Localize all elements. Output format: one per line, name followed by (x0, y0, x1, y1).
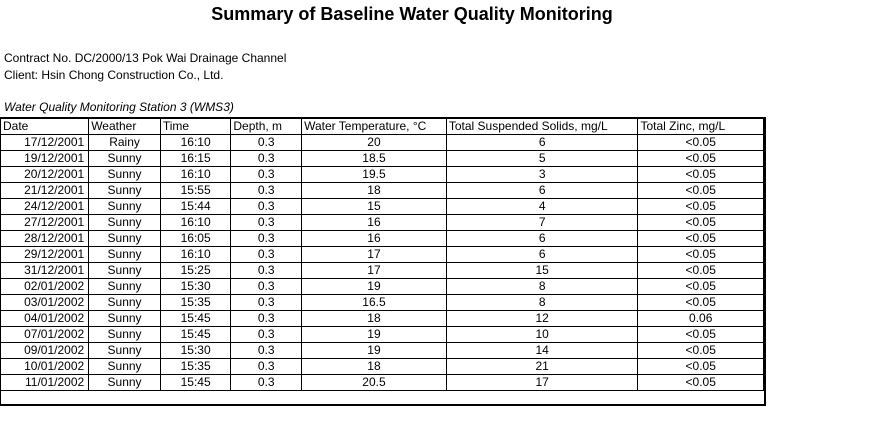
total-suspended-solids-cell: 4 (446, 199, 638, 215)
column-header-water-temperature: Water Temperature, °C (302, 119, 447, 135)
depth-cell: 0.3 (231, 263, 302, 279)
depth-cell: 0.3 (231, 375, 302, 391)
total-zinc-cell: <0.05 (638, 279, 764, 295)
column-header-depth: Depth, m (231, 119, 302, 135)
contract-info: Contract No. DC/2000/13 Pok Wai Drainage Channel (4, 51, 287, 65)
table-row (1, 359, 764, 375)
total-suspended-solids-cell: 8 (446, 279, 638, 295)
time-cell: 16:10 (160, 135, 230, 151)
table-row (1, 375, 764, 391)
depth-cell: 0.3 (231, 343, 302, 359)
page-title: Summary of Baseline Water Quality Monitoring (211, 4, 613, 24)
depth-cell: 0.3 (231, 359, 302, 375)
table-row (1, 199, 764, 215)
depth-cell: 0.3 (231, 295, 302, 311)
date-cell: 03/01/2002 (1, 295, 89, 311)
time-cell: 15:30 (160, 343, 230, 359)
date-cell: 24/12/2001 (1, 199, 89, 215)
weather-cell: Sunny (89, 279, 161, 295)
weather-cell: Sunny (89, 247, 161, 263)
total-suspended-solids-cell: 3 (446, 167, 638, 183)
time-cell: 15:45 (160, 311, 230, 327)
depth-cell: 0.3 (231, 231, 302, 247)
table-row (1, 279, 764, 295)
weather-cell: Sunny (89, 183, 161, 199)
total-suspended-solids-cell: 6 (446, 247, 638, 263)
total-suspended-solids-cell: 12 (446, 311, 638, 327)
table-row (1, 247, 764, 263)
station-label: Water Quality Monitoring Station 3 (WMS3) (4, 100, 234, 114)
depth-cell: 0.3 (231, 183, 302, 199)
water-temperature-cell: 19 (302, 279, 447, 295)
total-zinc-cell: <0.05 (638, 247, 764, 263)
total-zinc-cell: <0.05 (638, 359, 764, 375)
date-cell: 02/01/2002 (1, 279, 89, 295)
water-temperature-cell: 16.5 (302, 295, 447, 311)
date-cell: 07/01/2002 (1, 327, 89, 343)
table-row (1, 183, 764, 199)
water-temperature-cell: 16 (302, 231, 447, 247)
water-temperature-cell: 18.5 (302, 151, 447, 167)
date-cell: 17/12/2001 (1, 135, 89, 151)
weather-cell: Sunny (89, 375, 161, 391)
date-cell: 09/01/2002 (1, 343, 89, 359)
weather-cell: Sunny (89, 167, 161, 183)
weather-cell: Sunny (89, 231, 161, 247)
total-zinc-cell: <0.05 (638, 183, 764, 199)
time-cell: 15:35 (160, 359, 230, 375)
water-temperature-cell: 15 (302, 199, 447, 215)
water-temperature-cell: 17 (302, 247, 447, 263)
time-cell: 15:25 (160, 263, 230, 279)
water-temperature-cell: 18 (302, 311, 447, 327)
table-row (1, 311, 764, 327)
time-cell: 16:10 (160, 167, 230, 183)
weather-cell: Sunny (89, 199, 161, 215)
total-zinc-cell: <0.05 (638, 215, 764, 231)
weather-cell: Sunny (89, 295, 161, 311)
depth-cell: 0.3 (231, 311, 302, 327)
time-cell: 16:10 (160, 215, 230, 231)
total-zinc-cell: <0.05 (638, 167, 764, 183)
total-suspended-solids-cell: 6 (446, 135, 638, 151)
date-cell: 27/12/2001 (1, 215, 89, 231)
date-cell: 21/12/2001 (1, 183, 89, 199)
date-cell: 04/01/2002 (1, 311, 89, 327)
column-header-total-suspended-solids: Total Suspended Solids, mg/L (446, 119, 638, 135)
time-cell: 15:30 (160, 279, 230, 295)
total-zinc-cell: <0.05 (638, 375, 764, 391)
water-temperature-cell: 20 (302, 135, 447, 151)
total-zinc-cell: <0.05 (638, 135, 764, 151)
water-temperature-cell: 19.5 (302, 167, 447, 183)
date-cell: 19/12/2001 (1, 151, 89, 167)
total-suspended-solids-cell: 10 (446, 327, 638, 343)
table-row (1, 263, 764, 279)
table-row (1, 295, 764, 311)
column-header-total-zinc: Total Zinc, mg/L (638, 119, 764, 135)
weather-cell: Sunny (89, 311, 161, 327)
weather-cell: Sunny (89, 359, 161, 375)
time-cell: 15:55 (160, 183, 230, 199)
time-cell: 16:15 (160, 151, 230, 167)
weather-cell: Sunny (89, 327, 161, 343)
weather-cell: Sunny (89, 263, 161, 279)
data-table-container (0, 117, 766, 406)
depth-cell: 0.3 (231, 327, 302, 343)
total-zinc-cell: <0.05 (638, 263, 764, 279)
date-cell: 28/12/2001 (1, 231, 89, 247)
total-zinc-cell: <0.05 (638, 327, 764, 343)
depth-cell: 0.3 (231, 247, 302, 263)
depth-cell: 0.3 (231, 151, 302, 167)
water-temperature-cell: 18 (302, 359, 447, 375)
time-cell: 16:10 (160, 247, 230, 263)
table-header-row (1, 119, 764, 135)
total-zinc-cell: <0.05 (638, 151, 764, 167)
weather-cell: Sunny (89, 215, 161, 231)
date-cell: 20/12/2001 (1, 167, 89, 183)
total-suspended-solids-cell: 14 (446, 343, 638, 359)
total-zinc-cell: <0.05 (638, 231, 764, 247)
total-suspended-solids-cell: 15 (446, 263, 638, 279)
water-temperature-cell: 19 (302, 343, 447, 359)
total-suspended-solids-cell: 8 (446, 295, 638, 311)
water-temperature-cell: 20.5 (302, 375, 447, 391)
total-zinc-cell: <0.05 (638, 199, 764, 215)
weather-cell: Sunny (89, 343, 161, 359)
water-temperature-cell: 17 (302, 263, 447, 279)
total-suspended-solids-cell: 17 (446, 375, 638, 391)
weather-cell: Rainy (89, 135, 161, 151)
total-suspended-solids-cell: 7 (446, 215, 638, 231)
weather-cell: Sunny (89, 151, 161, 167)
time-cell: 15:45 (160, 327, 230, 343)
date-cell: 11/01/2002 (1, 375, 89, 391)
depth-cell: 0.3 (231, 135, 302, 151)
time-cell: 15:45 (160, 375, 230, 391)
depth-cell: 0.3 (231, 279, 302, 295)
depth-cell: 0.3 (231, 167, 302, 183)
table-row (1, 327, 764, 343)
date-cell: 29/12/2001 (1, 247, 89, 263)
table-row (1, 231, 764, 247)
table-row (1, 167, 764, 183)
total-zinc-cell: <0.05 (638, 343, 764, 359)
table-row (1, 215, 764, 231)
depth-cell: 0.3 (231, 215, 302, 231)
total-suspended-solids-cell: 21 (446, 359, 638, 375)
table-row (1, 135, 764, 151)
table-body (1, 135, 764, 391)
water-temperature-cell: 16 (302, 215, 447, 231)
time-cell: 15:35 (160, 295, 230, 311)
total-suspended-solids-cell: 5 (446, 151, 638, 167)
table-row (1, 343, 764, 359)
total-zinc-cell: 0.06 (638, 311, 764, 327)
total-suspended-solids-cell: 6 (446, 231, 638, 247)
water-temperature-cell: 18 (302, 183, 447, 199)
table-row (1, 151, 764, 167)
column-header-date: Date (1, 119, 89, 135)
column-header-time: Time (160, 119, 230, 135)
water-quality-table (1, 119, 764, 391)
depth-cell: 0.3 (231, 199, 302, 215)
column-header-weather: Weather (89, 119, 161, 135)
client-info: Client: Hsin Chong Construction Co., Ltd. (4, 68, 224, 82)
total-zinc-cell: <0.05 (638, 295, 764, 311)
date-cell: 31/12/2001 (1, 263, 89, 279)
water-temperature-cell: 19 (302, 327, 447, 343)
time-cell: 16:05 (160, 231, 230, 247)
date-cell: 10/01/2002 (1, 359, 89, 375)
total-suspended-solids-cell: 6 (446, 183, 638, 199)
time-cell: 15:44 (160, 199, 230, 215)
